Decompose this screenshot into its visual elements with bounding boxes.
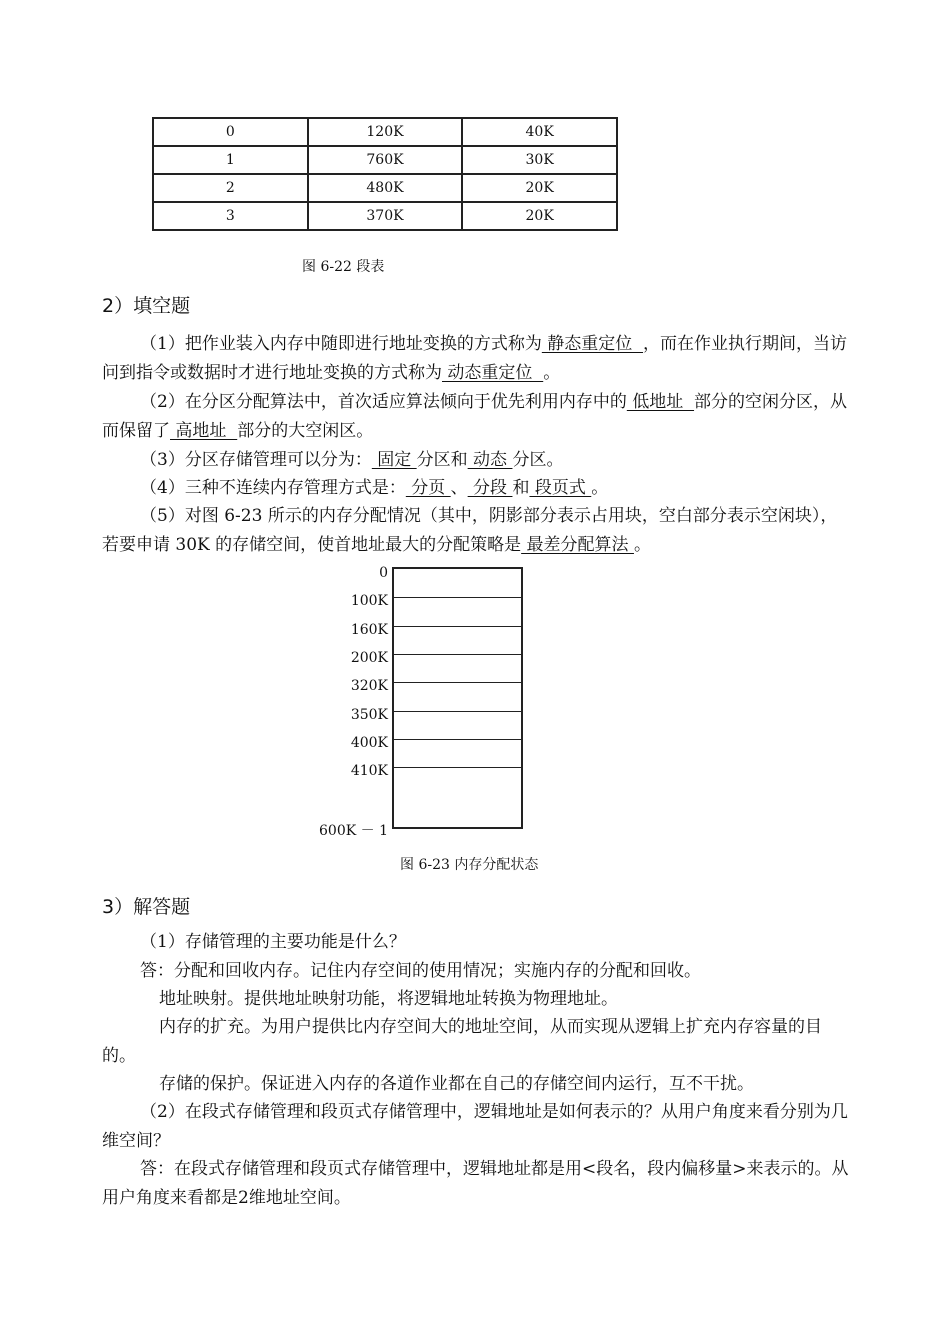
question-3: [102, 446, 850, 475]
table-cell: 20K: [462, 174, 617, 202]
question-text: （5）对图 6-23 所示的内存分配情况（其中，阴影部分表示占用块，空白部分表示空闲块），若要申请 30K 的存储空间，使首地址最大的分配策略是: [102, 506, 838, 555]
partition-boundary: [394, 739, 521, 740]
answer-question-2: （2）在段式存储管理和段页式存储管理中，逻辑地址是如何表示的？从用户角度来看分别为几维空间？: [102, 1102, 848, 1151]
table-row: [153, 174, 617, 202]
answer-paragraph: 答：在段式存储管理和段页式存储管理中，逻辑地址都是用<段名，段内偏移量>来表示的。从用户角度来看都是2维地址空间。: [102, 1159, 849, 1208]
address-label: 0: [379, 565, 388, 581]
question-text: （3）分区存储管理可以分为：: [140, 450, 372, 470]
answer-blank: 动态重定位: [442, 363, 544, 383]
question-text: 。: [633, 535, 651, 555]
partition-boundary: [394, 626, 521, 627]
address-label: 410K: [350, 763, 388, 779]
table-cell: 30K: [462, 146, 617, 174]
question-text: ，而在作业执行期间，当访问到指令或数据时才进行地址变换的方式称为: [102, 334, 848, 383]
table-cell: 1: [153, 146, 308, 174]
question-text: 、: [450, 478, 468, 498]
table-cell: 120K: [308, 118, 463, 146]
section-title-fill-blank: 2）填空题: [102, 295, 191, 317]
answer-blank: 分页: [405, 478, 451, 498]
question-5: [102, 502, 850, 560]
table-cell: 760K: [308, 146, 463, 174]
answer-blank: 低地址: [626, 392, 695, 412]
answer-paragraph: 地址映射。提供地址映射功能，将逻辑地址转换为物理地址。: [159, 989, 618, 1009]
answer-blank: 高地址: [170, 421, 238, 441]
answer-blank: 固定: [371, 450, 417, 470]
question-4: [102, 474, 850, 503]
address-label: 350K: [350, 707, 388, 723]
question-text: （1）把作业装入内存中随即进行地址变换的方式称为: [140, 334, 542, 354]
question-text: 分区和: [416, 450, 468, 470]
address-label: 100K: [350, 593, 388, 609]
table-cell: 370K: [308, 202, 463, 230]
address-label: 200K: [350, 650, 388, 666]
question-text: 。: [543, 363, 561, 383]
question-text: 和: [512, 478, 530, 498]
partition-boundary: [394, 654, 521, 655]
question-text: 。: [591, 478, 609, 498]
answer-blank: 分段: [467, 478, 513, 498]
question-text: （4）三种不连续内存管理方式是：: [140, 478, 406, 498]
partition-boundary: [394, 597, 521, 598]
answer-blank: 段页式: [529, 478, 592, 498]
question-text: 部分的大空闲区。: [237, 421, 374, 441]
question-text: 部分的空闲分区，从而保留了: [102, 392, 848, 441]
address-label: 600K － 1: [319, 823, 388, 839]
address-label: 160K: [350, 622, 388, 638]
table-row: [153, 146, 617, 174]
table-cell: 40K: [462, 118, 617, 146]
answer-paragraph: 答：分配和回收内存。记住内存空间的使用情况；实施内存的分配和回收。: [140, 961, 701, 981]
table-caption: 图 6-22 段表: [302, 259, 385, 275]
answer-blank: 最差分配算法: [521, 535, 634, 555]
table-cell: 0: [153, 118, 308, 146]
answer-question-1: （1）存储管理的主要功能是什么？: [140, 932, 406, 952]
segment-table: [152, 117, 618, 231]
answer-paragraph: 存储的保护。保证进入内存的各道作业都在自己的存储空间内运行，互不干扰。: [159, 1074, 754, 1094]
table-cell: 20K: [462, 202, 617, 230]
question-text: （2）在分区分配算法中，首次适应算法倾向于优先利用内存中的: [140, 392, 627, 412]
question-text: 分区。: [512, 450, 564, 470]
answer-paragraph: 内存的扩充。为用户提供比内存空间大的地址空间，从而实现从逻辑上扩充内存容量的目的。: [102, 1017, 822, 1066]
section-title-answer: 3）解答题: [102, 896, 191, 918]
table-cell: 2: [153, 174, 308, 202]
question-1: [102, 330, 850, 388]
question-2: [102, 388, 850, 446]
table-cell: 3: [153, 202, 308, 230]
address-label: 320K: [350, 678, 388, 694]
table-row: [153, 202, 617, 230]
answer-blank: 静态重定位: [541, 334, 644, 354]
answer-blank: 动态: [467, 450, 513, 470]
partition-boundary: [394, 682, 521, 683]
table-cell: 480K: [308, 174, 463, 202]
partition-boundary: [394, 711, 521, 712]
figure-caption: 图 6-23 内存分配状态: [400, 857, 539, 873]
memory-diagram: [392, 567, 523, 829]
address-label: 400K: [350, 735, 388, 751]
partition-boundary: [394, 767, 521, 768]
table-row: [153, 118, 617, 146]
